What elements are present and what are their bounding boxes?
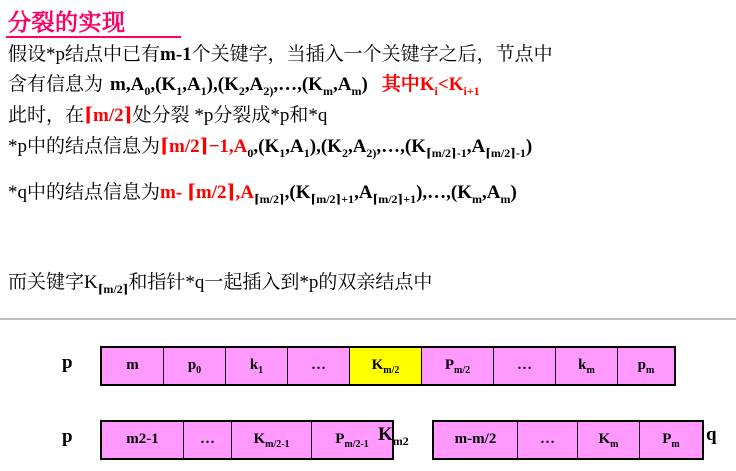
line1-part-c: 个关键字，当插入一个关键字之后，节点中: [191, 44, 553, 65]
node-cell: [434, 422, 518, 458]
node-cell: [518, 422, 578, 458]
line5-sub-e: m: [472, 191, 483, 206]
line4-part-i: ): [525, 136, 533, 157]
line2-red-sub-a: i: [434, 83, 438, 98]
node-cell-text: K: [598, 431, 611, 447]
node-cell-subscript: m/2: [454, 365, 471, 376]
node-cell: [164, 348, 226, 384]
line3-part-a: 此时，在: [8, 105, 85, 126]
node-cell-subscript: m/2-1: [265, 439, 290, 450]
line2-part-g: ,…,(K: [273, 74, 323, 95]
line5-sub-d: ⌈m/2⌉+1: [372, 191, 417, 206]
node-row-left: [100, 420, 394, 460]
node-cell: [494, 348, 556, 384]
node-cell: [288, 348, 350, 384]
line1-part-a: 假设*p结点中已有: [8, 44, 161, 65]
node-cell-text: p: [187, 357, 197, 373]
line4-sub-g: ⌈m/2⌉-1: [426, 145, 467, 160]
line1-part-b: m-1: [160, 44, 192, 65]
line4-sub-e: 2: [341, 145, 348, 160]
line4-part-d: ,A: [285, 136, 304, 157]
node-cell-text: P: [335, 431, 345, 447]
line2-part-e: ),(K: [206, 74, 239, 95]
node-row-original: [100, 346, 676, 386]
node-cell: [184, 422, 232, 458]
node-cell-subscript: m: [610, 439, 619, 450]
line2-part-a: 含有信息为: [8, 74, 104, 95]
line5-part-f: ,A: [482, 182, 501, 203]
title-underline: [6, 36, 181, 38]
node-cell-subscript: m: [586, 365, 595, 376]
line2-sub-e: 2: [238, 83, 245, 98]
node-cell-text: P: [444, 357, 455, 373]
line4-part-a: *p中的结点信息为: [8, 136, 161, 157]
node-cell-text: k: [578, 357, 587, 373]
text-line-5: [8, 182, 517, 210]
line2-sub-g: m: [322, 83, 333, 98]
line4-part-c: ,(K: [253, 136, 280, 157]
line2-red-sub-b: i+1: [463, 83, 480, 98]
node-cell: [578, 422, 640, 458]
text-line-4: [8, 136, 532, 164]
line3-part-c: 处分裂 *p分裂成*p和*q: [132, 105, 328, 126]
line6-part-a: 而关键字K: [8, 272, 98, 293]
node-cell: [422, 348, 494, 384]
line4-part-f: ,A: [347, 136, 367, 157]
node-cell-text: P: [662, 431, 672, 447]
line5-part-d: ,A: [354, 182, 373, 203]
promoted-key-text: K: [378, 424, 393, 445]
line6-part-b: 和指针*q一起插入到*p的双亲结点中: [128, 272, 433, 293]
line4-sub-f: 2): [366, 145, 377, 160]
node-cell-text: K: [371, 357, 384, 373]
promoted-key-sub: m2: [392, 433, 409, 448]
section-divider: [0, 318, 736, 320]
node-cell-subscript: m/2: [383, 365, 400, 376]
node-label-p-top: p: [62, 352, 73, 373]
node-cell-text: m2-1: [126, 431, 159, 447]
node-cell-subscript: m: [671, 439, 680, 450]
line4-part-e: ),(K: [309, 136, 342, 157]
line4-sub-h: ⌈m/2⌉-1: [485, 145, 526, 160]
node-cell-text: …: [540, 431, 555, 447]
text-line-1: [8, 44, 553, 66]
line2-part-h: ,A: [332, 74, 352, 95]
line2-sub-b: 0: [144, 83, 151, 98]
line2-sub-h: m: [351, 83, 362, 98]
line4-sub-c: 1: [279, 145, 286, 160]
node-cell: [618, 348, 674, 384]
line2-part-i: ): [361, 74, 368, 95]
line4-part-h: ,A: [466, 136, 486, 157]
node-cell-text: …: [200, 431, 215, 447]
node-cell-text: m: [126, 357, 139, 373]
node-cell-subscript: 0: [196, 365, 202, 376]
node-cell: [102, 348, 164, 384]
node-label-q: q: [706, 424, 717, 445]
line5-part-a: *q中的结点信息为: [8, 182, 161, 203]
node-cell: [556, 348, 618, 384]
line5-part-e: ),…,(K: [416, 182, 473, 203]
node-cell: [232, 422, 312, 458]
node-cell: [102, 422, 184, 458]
node-cell-subscript: 1: [258, 365, 264, 376]
line5-sub-f: m: [500, 191, 511, 206]
node-cell-text: k: [249, 357, 259, 373]
page-title: 分裂的实现: [8, 10, 126, 35]
line3-part-b: ⌈m/2⌉: [84, 105, 133, 126]
line5-part-c: ,(K: [284, 182, 311, 203]
node-cell-text: m-m/2: [454, 431, 497, 447]
line4-part-g: ,…,(K: [376, 136, 427, 157]
line4-sub-b: 0: [247, 145, 254, 160]
node-cell: [350, 348, 422, 384]
line4-part-b: ⌈m/2⌉−1,A: [160, 136, 248, 157]
line2-sub-f: 2): [263, 83, 274, 98]
node-cell: [226, 348, 288, 384]
line2-red-a: 其中K: [381, 74, 435, 95]
line2-red-b: <K: [437, 74, 464, 95]
node-cell: [640, 422, 702, 458]
line5-sub-b: ⌈m/2⌉: [253, 191, 285, 206]
promoted-key-label: [378, 424, 409, 449]
node-label-p-bottom: p: [62, 426, 73, 447]
node-cell-text: …: [517, 357, 532, 373]
node-cell-text: K: [253, 431, 266, 447]
node-cell-subscript: m: [646, 365, 655, 376]
line2-part-b: m,A: [110, 74, 145, 95]
line2-part-c: ,(K: [150, 74, 177, 95]
text-line-6: [8, 272, 432, 300]
node-cell-text: …: [311, 357, 326, 373]
line2-part-f: ,A: [244, 74, 264, 95]
line5-sub-c: ⌈m/2⌉+1: [310, 191, 355, 206]
node-row-right: [432, 420, 704, 460]
line2-part-d: ,A: [182, 74, 201, 95]
text-line-2: [8, 74, 480, 102]
line6-sub-a: ⌈m/2⌉: [97, 281, 129, 296]
text-line-3: [8, 105, 327, 127]
node-cell-subscript: m/2-1: [344, 439, 369, 450]
line5-part-b: m- ⌈m/2⌉,A: [160, 182, 254, 203]
line2-sub-d: 1: [200, 83, 207, 98]
line2-sub-c: 1: [176, 83, 183, 98]
node-cell-text: p: [637, 357, 646, 373]
line5-part-g: ): [510, 182, 517, 203]
line4-sub-d: 1: [303, 145, 310, 160]
